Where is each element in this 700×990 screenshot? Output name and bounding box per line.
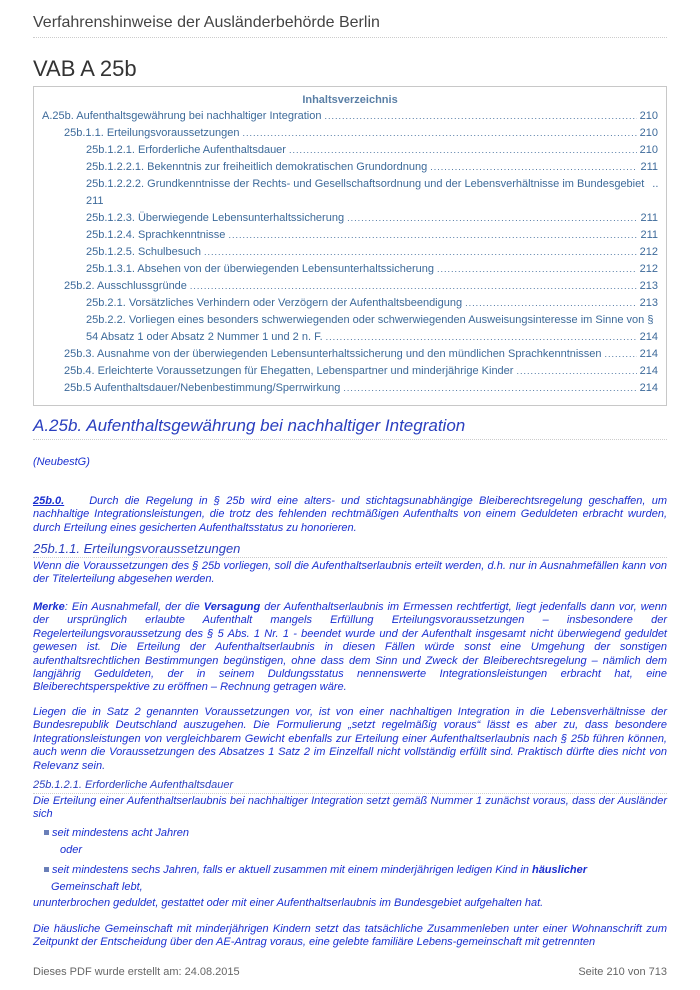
document-title: VAB A 25b xyxy=(33,56,137,81)
section-divider xyxy=(33,439,667,440)
table-of-contents xyxy=(33,86,667,406)
paragraph: Wenn die Voraussetzungen des § 25b vorliegen, soll die Aufenthaltserlaubnis erteilt werden, d.h. nur in Ausnahmefällen kann von der Titelerteilung abgesehen werden. xyxy=(33,560,667,586)
paragraph: Liegen die in Satz 2 genannten Voraussetzungen vor, ist von einer nachhaltigen Integration in die Lebensverhältnisse der Bundesrepublik Deutschland auszugehen. Die Formulierung „setzt regelmäßig voraus“ lässt es aber zu, dass besondere Integrationsleistungen von vergleichbarem Gewicht ebenfalls zur Erteilung einer Aufenthaltserlaubnis nach § 25b führen können, auch wenn die Voraussetzungen des Absatzes 1 Satz 2 im Einzelfall nicht vollständig erfüllt sind. Praktisch dürfte dies nicht von Relevanz sein. xyxy=(33,706,667,772)
toc-entry[interactable]: 25b.1.2.3. Überwiegende Lebensunterhaltssicherung ..... 211 xyxy=(86,210,658,227)
toc-entry[interactable]: 25b.2.1. Vorsätzliches Verhindern oder Verzögern der Aufenthaltsbeendigung ..... 213 xyxy=(86,295,658,312)
toc-entry[interactable]: 25b.1.2.2.1. Bekenntnis zur freiheitlich demokratischen Grundordnung ..... 211 xyxy=(86,159,658,176)
document-header-title: Verfahrenshinweise der Ausländerbehörde Berlin xyxy=(33,14,380,31)
toc-entry[interactable]: 25b.1.3.1. Absehen von der überwiegenden Lebensunterhaltssicherung ..... 212 xyxy=(86,261,658,278)
toc-entry[interactable]: 25b.1.2.4. Sprachkenntnisse ..... 211 xyxy=(86,227,658,244)
merke-label: Merke xyxy=(33,601,65,613)
toc-entry[interactable]: 25b.1.2.5. Schulbesuch ..... 212 xyxy=(86,244,658,261)
section-heading: A.25b. Aufenthaltsgewährung bei nachhaltiger Integration xyxy=(33,416,466,435)
section-tag: (NeubestG) xyxy=(33,456,90,468)
subsection-divider xyxy=(33,793,667,794)
toc-entry[interactable]: 25b.1.1. Erteilungsvoraussetzungen ..... 210 xyxy=(64,125,658,142)
paragraph: ununterbrochen geduldet, gestattet oder mit einer Aufenthaltserlaubnis im Bundesgebiet aufgehalten hat. xyxy=(33,897,544,909)
bullet-icon xyxy=(44,867,49,872)
bullet-icon xyxy=(44,830,49,835)
toc-entry[interactable]: 25b.2.2. Vorliegen eines besonders schwerwiegenden oder schwerwiegenden Ausweisungsinteresse im Sinne von § 54 Absatz 1 oder Absatz 2 Nummer 1 und 2 n. F. ..... 214 xyxy=(86,312,658,346)
toc-entry[interactable]: 25b.5 Aufenthaltsdauer/Nebenbestimmung/Sperrwirkung ..... 214 xyxy=(64,380,658,397)
toc-entry[interactable]: 25b.1.2.2.2. Grundkenntnisse der Rechts- und Gesellschaftsordnung und der Lebensverhältnisse im Bundesgebiet .. 211 xyxy=(86,178,659,207)
footer-created: Dieses PDF wurde erstellt am: 24.08.2015 xyxy=(33,966,240,978)
list-item: seit mindestens acht Jahren xyxy=(44,825,667,842)
header-divider xyxy=(33,37,667,38)
toc-entry[interactable]: 25b.2. Ausschlussgründe ..... 213 xyxy=(64,278,658,295)
toc-entry[interactable]: 25b.1.2.1. Erforderliche Aufenthaltsdauer ..... 210 xyxy=(86,142,658,159)
toc-heading: Inhaltsverzeichnis xyxy=(302,94,398,106)
merke-bold: Versagung xyxy=(203,601,261,613)
merke-paragraph: Merke: Ein Ausnahmefall, der die Versagung der Aufenthaltserlaubnis im Ermessen rechtfertigt, liegt jedenfalls dann vor, wenn der ursprünglich erlaubte Aufenthalt mangels Erfüllung Erteilungsvoraussetzungen – insbesondere der Regelerteilungsvoraussetzung des § 5 Abs. 1 Nr. 1 - beendet wurde und der Aufenthalt insgesamt nicht überwiegend geduldet gewesen ist. Die Erteilung der Aufenthaltserlaubnis in diesen Fällen würde sonst eine Umgehung der sonstigen aufenthaltsrechtlichen Bestimmungen begünstigen, ohne dass dem Sinn und Zweck der Bleiberechtsregelung – nämlich dem langjährig Geduldeten, der in seinem Duldungsstatus nennenswerte Integrationsleistungen erbracht hat, eine Bleiberechtsperspektive zu eröffnen – Rechnung getragen wäre. xyxy=(33,601,667,694)
subsection-divider xyxy=(33,557,667,558)
list-item-or: oder xyxy=(60,844,83,856)
subsection-heading: 25b.1.1. Erteilungsvoraussetzungen xyxy=(33,541,241,556)
toc-entry[interactable]: 25b.3. Ausnahme von der überwiegenden Lebensunterhaltssicherung und den mündlichen Sprachkenntnissen ..... 214 xyxy=(64,346,658,363)
paragraph-25b0 xyxy=(33,495,667,535)
toc-entry[interactable]: 25b.4. Erleichterte Voraussetzungen für Ehegatten, Lebenspartner und minderjährige Kinder ..... 214 xyxy=(64,363,658,380)
toc-entry[interactable]: A.25b. Aufenthaltsgewährung bei nachhaltiger Integration ..... 210 xyxy=(42,108,658,125)
subsection-heading: 25b.1.2.1. Erforderliche Aufenthaltsdauer xyxy=(33,779,234,791)
list-item-continuation: Gemeinschaft lebt, xyxy=(51,881,143,893)
paragraph: Die häusliche Gemeinschaft mit minderjährigen Kindern setzt das tatsächliche Zusammenleben unter einer Wohnanschrift zum Zeitpunkt der Entscheidung über den AE-Antrag voraus, eine gelebte familiäre Lebens-gemeinschaft mit getrennten xyxy=(33,923,667,949)
paragraph: Die Erteilung einer Aufenthaltserlaubnis bei nachhaltiger Integration setzt gemäß Nummer 1 zunächst voraus, dass der Ausländer sich xyxy=(33,795,667,821)
list-item: seit mindestens sechs Jahren, falls er aktuell zusammen mit einem minderjährigen ledigen Kind in häuslicher xyxy=(44,862,667,879)
footer-page-number: Seite 210 von 713 xyxy=(578,966,667,978)
anchor-link-25b0[interactable]: 25b.0. xyxy=(33,495,65,507)
paragraph-text: Durch die Regelung in § 25b wird eine alters- und stichtagsunabhängige Bleiberechtsregelung geschaffen, um nachhaltige Integrationsleistungen, die trotz des fehlenden rechtmäßigen Aufenthalts von einem Geduldeten erbracht wurden, durch Erteilung eines gesicherten Aufenthaltsstatus zu honorieren. xyxy=(33,495,667,534)
